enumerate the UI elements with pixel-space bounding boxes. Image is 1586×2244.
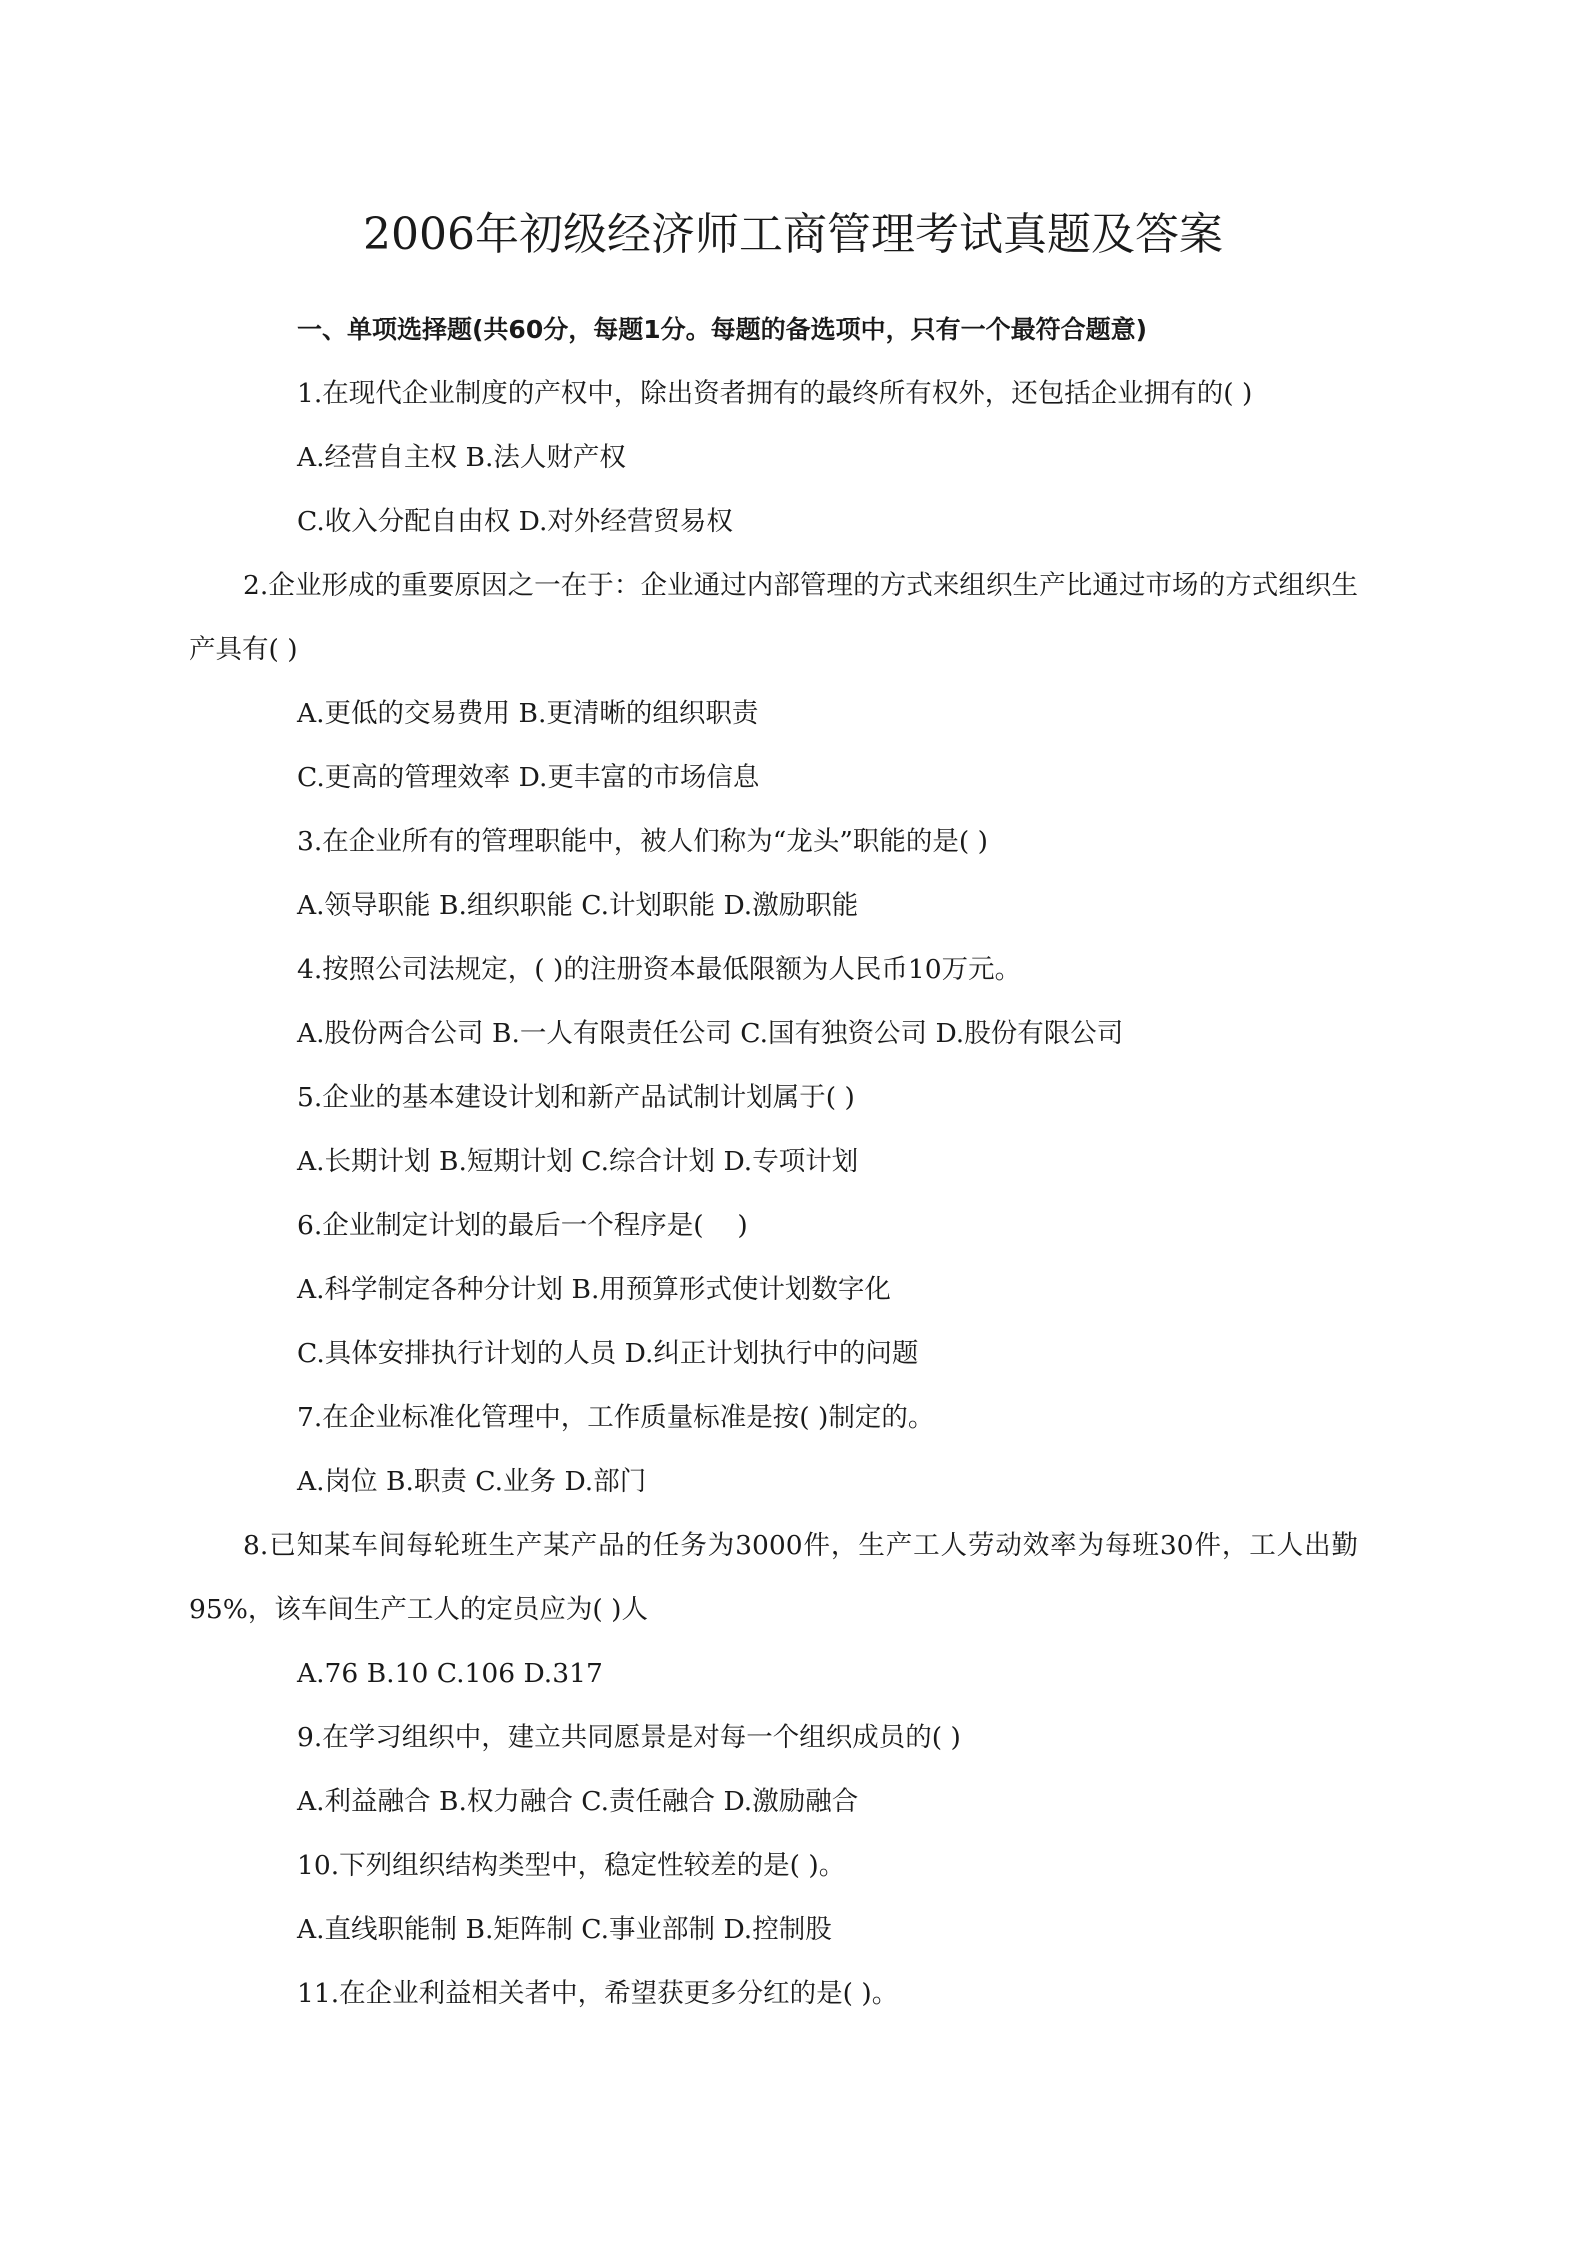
question-5: 5.企业的基本建设计划和新产品试制计划属于( )	[297, 1082, 855, 1113]
question-4-options: A.股份两合公司 B.一人有限责任公司 C.国有独资公司 D.股份有限公司	[297, 1018, 1124, 1049]
document-body	[189, 298, 1358, 2026]
question-3: 3.在企业所有的管理职能中，被人们称为“龙头”职能的是( )	[297, 826, 988, 857]
question-6: 6.企业制定计划的最后一个程序是( )	[297, 1210, 748, 1241]
question-1: 1.在现代企业制度的产权中，除出资者拥有的最终所有权外，还包括企业拥有的( )	[297, 378, 1253, 409]
document-title: 2006年初级经济师工商管理考试真题及答案	[363, 209, 1223, 260]
question-2-options-cd: C.更高的管理效率 D.更丰富的市场信息	[297, 762, 760, 793]
question-3-options: A.领导职能 B.组织职能 C.计划职能 D.激励职能	[297, 890, 859, 921]
section-heading: 一、单项选择题(共60分，每题1分。每题的备选项中，只有一个最符合题意)	[297, 315, 1148, 344]
question-8-options: A.76 B.10 C.106 D.317	[297, 1658, 603, 1689]
question-7-options: A.岗位 B.职责 C.业务 D.部门	[297, 1466, 647, 1497]
question-2-options-ab: A.更低的交易费用 B.更清晰的组织职责	[297, 698, 759, 729]
question-1-options-cd: C.收入分配自由权 D.对外经营贸易权	[297, 506, 733, 537]
question-4: 4.按照公司法规定，( )的注册资本最低限额为人民币10万元。	[297, 954, 1022, 985]
question-11: 11.在企业利益相关者中，希望获更多分红的是( )。	[297, 1978, 899, 2009]
question-6-options-cd: C.具体安排执行计划的人员 D.纠正计划执行中的问题	[297, 1338, 919, 1369]
question-8: 8.已知某车间每轮班生产某产品的任务为3000件，生产工人劳动效率为每班30件，工人出勤95%，该车间生产工人的定员应为( )人	[189, 1530, 1358, 1625]
question-5-options: A.长期计划 B.短期计划 C.综合计划 D.专项计划	[297, 1146, 859, 1177]
question-1-options-ab: A.经营自主权 B.法人财产权	[297, 442, 626, 473]
question-9: 9.在学习组织中，建立共同愿景是对每一个组织成员的( )	[297, 1722, 961, 1753]
question-6-options-ab: A.科学制定各种分计划 B.用预算形式使计划数字化	[297, 1274, 891, 1305]
question-10: 10.下列组织结构类型中，稳定性较差的是( )。	[297, 1850, 846, 1881]
question-7: 7.在企业标准化管理中，工作质量标准是按( )制定的。	[297, 1402, 935, 1433]
question-9-options: A.利益融合 B.权力融合 C.责任融合 D.激励融合	[297, 1786, 859, 1817]
question-10-options: A.直线职能制 B.矩阵制 C.事业部制 D.控制股	[297, 1914, 832, 1945]
question-2: 2.企业形成的重要原因之一在于：企业通过内部管理的方式来组织生产比通过市场的方式组织生产具有( )	[189, 570, 1358, 665]
